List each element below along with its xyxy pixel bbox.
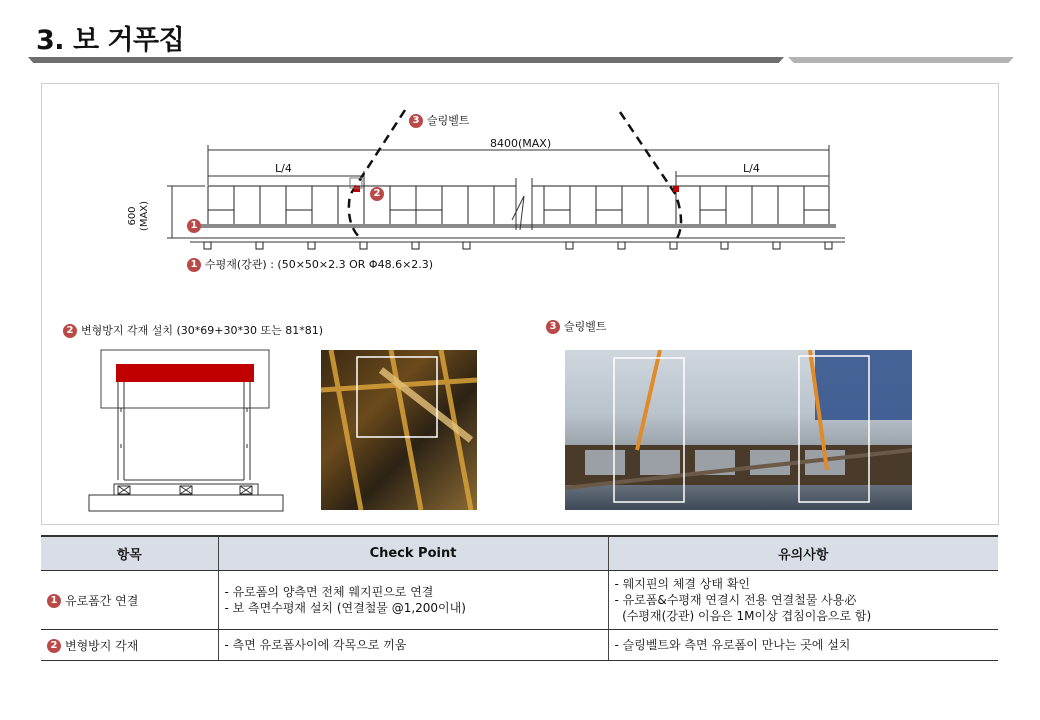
row2-check: - 측면 유로폼사이에 각목으로 끼움 bbox=[218, 630, 608, 661]
row2-notes: - 슬링벨트와 측면 유로폼이 만나는 곳에 설치 bbox=[608, 630, 998, 661]
row1-check: - 유로폼의 양측면 전체 웨지핀으로 연결 - 보 측면수평재 설치 (연결철물 @1,200이내) bbox=[218, 571, 608, 630]
header-item: 항목 bbox=[41, 536, 218, 571]
anti-deformation-photo bbox=[321, 350, 477, 510]
marker-1-diagram: 1 bbox=[187, 219, 205, 233]
row1-item: 1 유로폼간 연결 bbox=[41, 571, 218, 630]
sling-callout: 3 슬링벨트 bbox=[409, 112, 470, 128]
dim-left-label: L/4 bbox=[275, 162, 292, 175]
table-header-row bbox=[41, 536, 998, 571]
beam-formwork-diagram bbox=[0, 0, 1040, 300]
section3-label: 3 슬링벨트 bbox=[546, 318, 607, 334]
marker-2-diagram: 2 bbox=[370, 187, 388, 201]
table-row bbox=[41, 630, 998, 661]
horizontal-member-note: 1 수평재(강관) : (50×50×2.3 OR Φ48.6×2.3) bbox=[187, 256, 433, 272]
page-title: 3. 보 거푸집 bbox=[36, 25, 185, 56]
section2-label: 2 변형방지 각재 설치 (30*69+30*30 또는 81*81) bbox=[63, 322, 323, 338]
dim-right-label: L/4 bbox=[743, 162, 760, 175]
checkpoint-table bbox=[41, 535, 998, 661]
header-check-point: Check Point bbox=[218, 536, 608, 571]
marker-3: 3 bbox=[409, 114, 423, 128]
header-notes: 유의사항 bbox=[608, 536, 998, 571]
row1-notes: - 웨지핀의 체결 상태 확인 - 유로폼&수평재 연결시 전용 연결철물 사용必 (수평재(강관) 이음은 1M이상 겹침이음으로 함) bbox=[608, 571, 998, 630]
dim-height-label: 600 (MAX) bbox=[127, 200, 151, 232]
anti-deformation-section-drawing bbox=[88, 348, 288, 514]
row2-item: 2 변형방지 각재 bbox=[41, 630, 218, 661]
dim-total-label: 8400(MAX) bbox=[490, 137, 552, 150]
sling-belt-photo bbox=[565, 350, 912, 510]
table-row bbox=[41, 571, 998, 630]
